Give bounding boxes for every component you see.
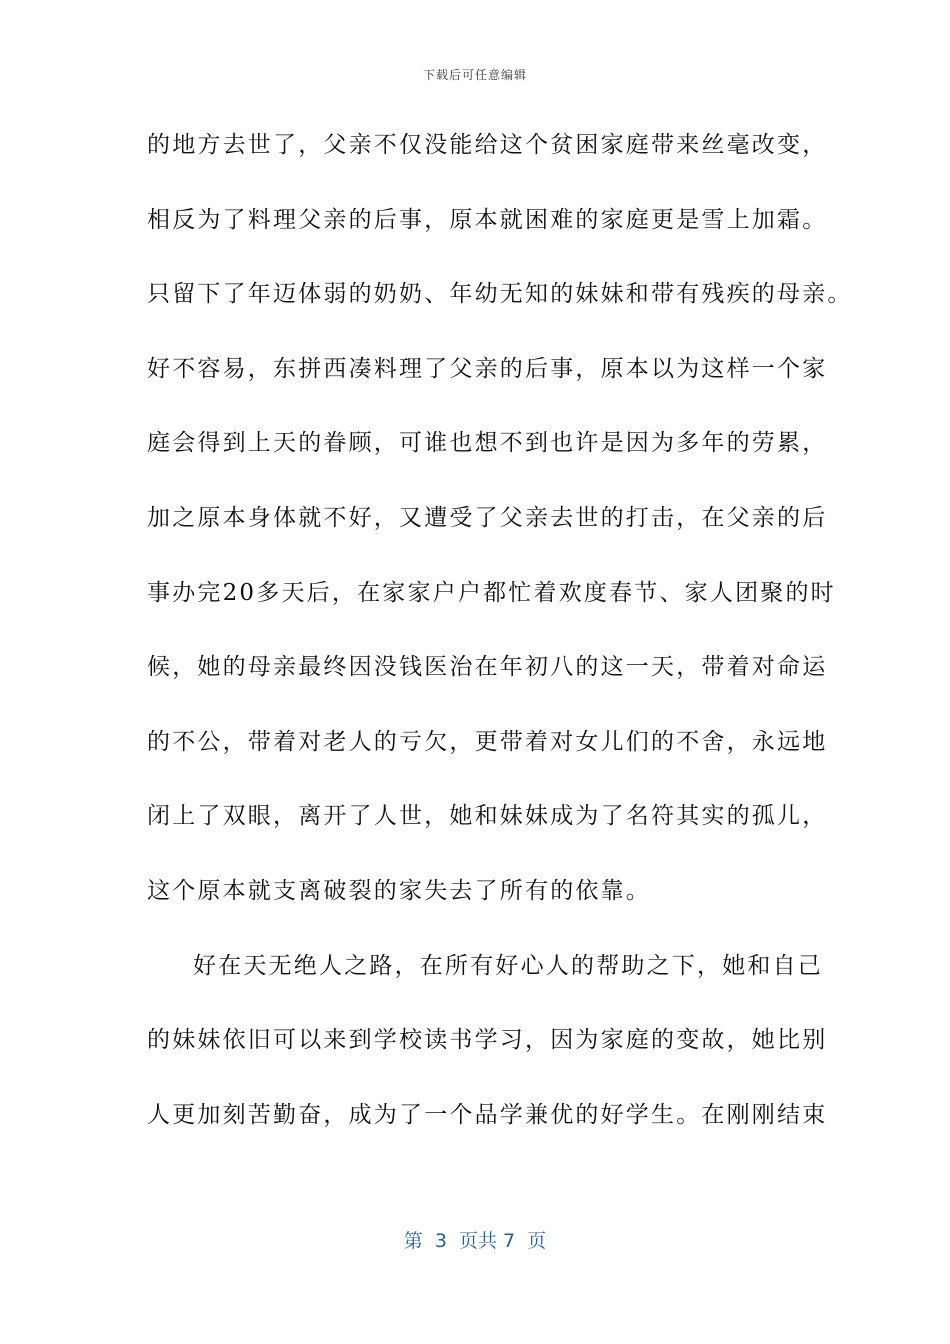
page-header: 下载后可任意编辑 xyxy=(422,68,527,82)
document-body xyxy=(147,122,853,1166)
text-line: 的地方去世了，父亲不仅没能给这个贫困家庭带来丝毫改变， xyxy=(147,132,828,158)
paragraph-start-line: 好在天无绝人之路，在所有好心人的帮助之下，她和自己 xyxy=(193,952,823,979)
text-line: 人更加刻苦勤奋，成为了一个品学兼优的好学生。在刚刚结束 xyxy=(147,1101,828,1128)
text-line: 的不公，带着对老人的亏欠，更带着对女儿们的不舍，永远地 xyxy=(147,728,828,755)
text-line: 的妹妹依旧可以来到学校读书学习，因为家庭的变故，她比别 xyxy=(147,1027,828,1054)
text-line: 好不容易，东拼西凑料理了父亲的后事，原本以为这样一个家 xyxy=(147,355,828,382)
page-number-footer: 第 3 页共 7 页 xyxy=(403,1230,547,1252)
text-line: 候，她的母亲最终因没钱医治在年初八的这一天，带着对命运 xyxy=(147,654,828,681)
text-line: 这个原本就支离破裂的家失去了所有的依靠。 xyxy=(147,877,651,904)
text-line: 相反为了料理父亲的后事，原本就困难的家庭更是雪上加霜。 xyxy=(147,206,828,233)
text-line: 闭上了双眼，离开了人世，她和妹妹成为了名符其实的孤儿， xyxy=(147,803,828,830)
text-line: 加之原本身体就不好，又遭受了父亲去世的打击，在父亲的后 xyxy=(147,504,828,531)
text-line: 事办完20多天后，在家家户户都忙着欢度春节、家人团聚的时 xyxy=(147,579,836,606)
text-line: 只留下了年迈体弱的奶奶、年幼无知的妹妹和带有残疾的母亲。 xyxy=(147,281,853,308)
text-line: 庭会得到上天的眷顾，可谁也想不到也许是因为多年的劳累， xyxy=(147,430,828,457)
